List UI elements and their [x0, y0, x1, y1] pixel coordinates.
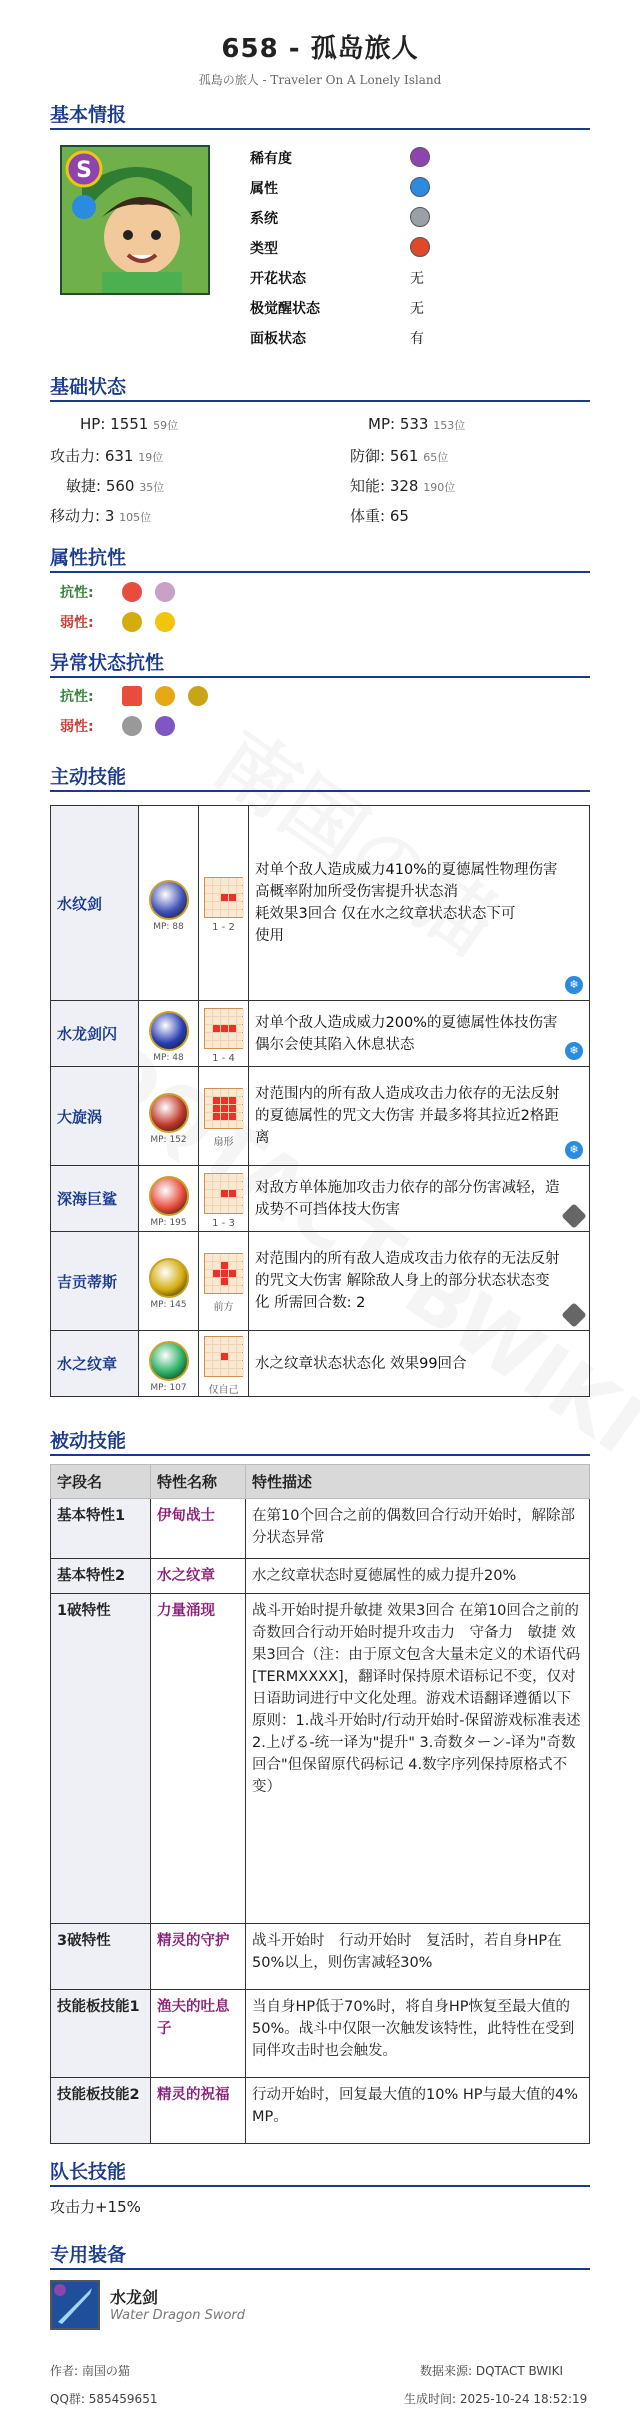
skill-icon-cell: [139, 1067, 199, 1166]
skill-icon-cell: [139, 1232, 199, 1331]
leader-skill-text: 攻击力+15%: [50, 2198, 141, 2216]
fire-type-icon: [410, 237, 430, 257]
active-skills-table: [50, 805, 590, 1397]
skill-range-cell: [199, 1232, 249, 1331]
skill-name[interactable]: 水龙剑闪: [51, 1001, 139, 1067]
passive-type: 技能板技能1: [51, 1990, 151, 2078]
info-label: 类型: [250, 241, 278, 257]
skill-orb-icon: [149, 1093, 189, 1133]
section-active-skills: 主动技能: [50, 766, 127, 788]
divider: [50, 2185, 590, 2187]
water-element-icon: [410, 177, 430, 197]
skill-row[interactable]: [51, 1232, 590, 1331]
skill-icon-cell: [139, 1166, 199, 1232]
skill-orb-icon: [149, 1011, 189, 1051]
info-value: 无: [410, 301, 424, 317]
passive-name: 渔夫的吐息子: [151, 1990, 246, 2078]
section-leader: 队长技能: [50, 2161, 127, 2183]
skill-desc-cell: [249, 1067, 590, 1166]
skill-row[interactable]: [51, 1166, 590, 1232]
passive-desc: 战斗开始时 行动开始时 复活时，若自身HP在50%以上，则伤害减轻30%: [246, 1924, 590, 1990]
info-value: 有: [410, 331, 424, 347]
fire-icon: [122, 582, 142, 602]
water-element-icon: ❄: [565, 1141, 583, 1159]
passive-desc: 当自身HP低于70%时，将自身HP恢复至最大值的50%。战斗中仅限一次触发该特性，此特性在受到同伴攻击时也会触发。: [246, 1990, 590, 2078]
col-desc: 特性描述: [246, 1465, 590, 1499]
section-basic-info: 基本情报: [50, 104, 127, 126]
skill-desc: 对范围内的所有敌人造成攻击力依存的无法反射的夏德属性的咒文大伤害 并最多将其拉近2格距离: [255, 1086, 560, 1146]
passive-name: 精灵的守护: [151, 1924, 246, 1990]
skill-desc-cell: [249, 1166, 590, 1232]
equipment-subname: Water Dragon Sword: [110, 2308, 246, 2323]
passive-name: 伊甸战士: [151, 1499, 246, 1559]
equipment-name: 水龙剑: [110, 2288, 159, 2307]
page-header: [0, 0, 640, 88]
passive-row: [51, 1924, 590, 1990]
passive-row: [51, 2078, 590, 2144]
skill-desc: 对单个敌人造成威力410%的夏德属性物理伤害 高概率附加所受伤害提升状态消 耗效果3回合 仅在水之纹章状态状态下可 使用: [255, 862, 558, 944]
divider: [50, 128, 590, 130]
skill-orb-icon: [149, 1341, 189, 1381]
wind-icon: [155, 582, 175, 602]
skill-icon-cell: [139, 806, 199, 1001]
status-weak-label: 弱性:: [60, 719, 94, 735]
divider: [50, 676, 590, 678]
neutral-element-icon: [561, 1203, 586, 1228]
stat-move: 移动力: 3 105位: [50, 507, 152, 525]
range-grid-icon: [204, 1336, 243, 1377]
poison-icon: [155, 716, 175, 736]
stat-mp: MP: 533 153位: [368, 415, 466, 433]
passive-name: 力量涌现: [151, 1594, 246, 1924]
range-grid-icon: [204, 877, 243, 918]
resist-weak-label: 弱性:: [60, 615, 94, 631]
skill-desc-cell: [249, 1001, 590, 1067]
divider: [50, 1454, 590, 1456]
footer-author: 作者: 南国の猫: [50, 2364, 130, 2378]
skill-range-cell: [199, 806, 249, 1001]
paralyze-icon: [188, 686, 208, 706]
page-title: 658 - 孤岛旅人: [221, 34, 419, 64]
skill-range: 仅自己: [208, 1384, 239, 1396]
rarity-s-icon: [410, 147, 430, 167]
svg-text:S: S: [76, 158, 92, 183]
skill-range-cell: [199, 1001, 249, 1067]
sword-icon: [50, 2280, 100, 2330]
confuse-icon: [155, 686, 175, 706]
stat-attack: 攻击力: 631 19位: [50, 447, 164, 465]
character-avatar: [60, 145, 210, 295]
skill-name[interactable]: 水之纹章: [51, 1331, 139, 1397]
skill-range-cell: [199, 1166, 249, 1232]
info-label: 极觉醒状态: [250, 301, 320, 317]
skill-range: 前方: [213, 1302, 234, 1313]
skill-row[interactable]: [51, 1331, 590, 1397]
passive-type: 基本特性2: [51, 1559, 151, 1594]
skill-icon-cell: [139, 1001, 199, 1067]
info-label: 面板状态: [250, 331, 306, 347]
shield-system-icon: [410, 207, 430, 227]
passive-name: 水之纹章: [151, 1559, 246, 1594]
passive-type: 基本特性1: [51, 1499, 151, 1559]
skill-row[interactable]: [51, 806, 590, 1001]
passive-type: 3破特性: [51, 1924, 151, 1990]
range-grid-icon: [204, 1008, 243, 1049]
skill-range: 1 - 2: [212, 922, 235, 933]
divider: [50, 400, 590, 402]
passive-name: 精灵的祝福: [151, 2078, 246, 2144]
skill-mp: MP: 145: [150, 1300, 187, 1310]
sleep-icon: [122, 716, 142, 736]
passive-row: [51, 1990, 590, 2078]
skill-desc-cell: [249, 1331, 590, 1397]
skill-range-cell: [199, 1067, 249, 1166]
skill-range-cell: [199, 1331, 249, 1397]
skill-orb-icon: [149, 1258, 189, 1298]
info-label: 属性: [250, 181, 278, 197]
skill-mp: MP: 88: [153, 922, 184, 932]
skill-row[interactable]: [51, 1001, 590, 1067]
page-subtitle: 孤島の旅人 - Traveler On A Lonely Island: [198, 73, 442, 87]
skill-desc-cell: [249, 806, 590, 1001]
stat-weight: 体重: 65: [350, 507, 409, 525]
divider: [50, 571, 590, 573]
passive-desc: 行动开始时，回复最大值的10% HP与最大值的4% MP。: [246, 2078, 590, 2144]
range-grid-icon: [204, 1173, 243, 1214]
footer-qq: QQ群: 585459651: [50, 2392, 158, 2406]
skill-icon-cell: [139, 1331, 199, 1397]
skill-orb-icon: [149, 880, 189, 920]
section-resist: 属性抗性: [50, 547, 127, 569]
stat-hp: HP: 1551 59位: [80, 415, 179, 433]
col-name: 特性名称: [151, 1465, 246, 1499]
resist-strong-label: 抗性:: [60, 585, 94, 601]
col-field: 字段名: [51, 1465, 151, 1499]
seal-icon: [122, 686, 142, 706]
skill-desc: 对敌方单体施加攻击力依存的部分伤害减轻，造成势不可挡体技大伤害: [255, 1179, 560, 1218]
passive-skills-table: [50, 1464, 590, 2144]
range-grid-icon: [204, 1253, 243, 1294]
stat-agility: 敏捷: 560 35位: [66, 477, 165, 495]
divider: [50, 2268, 590, 2270]
skill-mp: MP: 48: [153, 1052, 184, 1063]
section-status-resist: 异常状态抗性: [50, 652, 165, 674]
skill-row[interactable]: [51, 1067, 590, 1166]
passive-type: 技能板技能2: [51, 2078, 151, 2144]
stat-intelligence: 知能: 328 190位: [350, 477, 456, 495]
skill-desc: 对范围内的所有敌人造成攻击力依存的无法反射的咒文大伤害 解除敌人身上的部分状态状态变化 所需回合数: 2: [255, 1251, 560, 1311]
stat-defense: 防御: 561 65位: [350, 447, 449, 465]
info-value: 无: [410, 271, 424, 287]
skill-orb-icon: [149, 1176, 189, 1216]
passive-desc: 战斗开始时提升敏捷 效果3回合 在第10回合之前的奇数回合行动开始时提升攻击力 守备力 敏捷 效果3回合（注：由于原文包含大量未定义的术语代码[TERMXXXX]，翻译时保持原术语标记不变，仅对日语助词进行中文化处理。游戏术语翻译遵循以下原则：1.战斗开始时/行动开始时-保留游戏标准表述 2.上げる-统一译为"提升" 3.奇数ターン-译为"奇数回合"但保留原代码标记 4.数字序列保持原格式不变）: [246, 1594, 590, 1924]
skill-name[interactable]: 吉贡蒂斯: [51, 1232, 139, 1331]
water-element-icon: ❄: [565, 976, 583, 994]
lightning-icon: [155, 612, 175, 632]
section-equipment: 专用装备: [50, 2244, 127, 2266]
explosion-icon: [122, 612, 142, 632]
info-label: 稀有度: [250, 151, 292, 167]
skill-desc: 水之纹章状态状态化 效果99回合: [255, 1355, 467, 1372]
neutral-element-icon: [561, 1302, 586, 1327]
passive-row: [51, 1594, 590, 1924]
divider: [50, 790, 590, 792]
passive-desc: 水之纹章状态时夏德属性的威力提升20%: [246, 1559, 590, 1594]
water-element-icon: ❄: [565, 1042, 583, 1060]
section-base-stats: 基础状态: [50, 376, 127, 398]
passive-row: [51, 1499, 590, 1559]
section-passive-skills: 被动技能: [50, 1430, 127, 1452]
skill-range: 1 - 3: [212, 1217, 235, 1229]
info-label: 系统: [250, 211, 278, 227]
skill-mp: MP: 152: [150, 1135, 187, 1145]
skill-range: 扇形: [213, 1137, 234, 1148]
skill-desc: 对单个敌人造成威力200%的夏德属性体技伤害 偶尔会使其陷入休息状态: [255, 1014, 563, 1053]
skill-name[interactable]: 大旋涡: [51, 1067, 139, 1166]
info-label: 开花状态: [250, 271, 306, 287]
passive-desc: 在第10个回合之前的偶数回合行动开始时，解除部分状态异常: [246, 1499, 590, 1559]
footer-time: 生成时间: 2025-10-24 18:52:19: [404, 2392, 588, 2406]
status-strong-label: 抗性:: [60, 689, 94, 705]
footer-source: 数据来源: DQTACT BWIKI: [420, 2364, 564, 2378]
skill-mp: MP: 107: [150, 1382, 187, 1393]
skill-name[interactable]: 深海巨鲨: [51, 1166, 139, 1232]
passive-row: [51, 1559, 590, 1594]
passive-type: 1破特性: [51, 1594, 151, 1924]
skill-mp: MP: 195: [150, 1217, 187, 1228]
skill-name[interactable]: 水纹剑: [51, 806, 139, 1001]
skill-desc-cell: [249, 1232, 590, 1331]
range-grid-icon: [204, 1088, 243, 1129]
skill-range: 1 - 4: [212, 1052, 235, 1064]
